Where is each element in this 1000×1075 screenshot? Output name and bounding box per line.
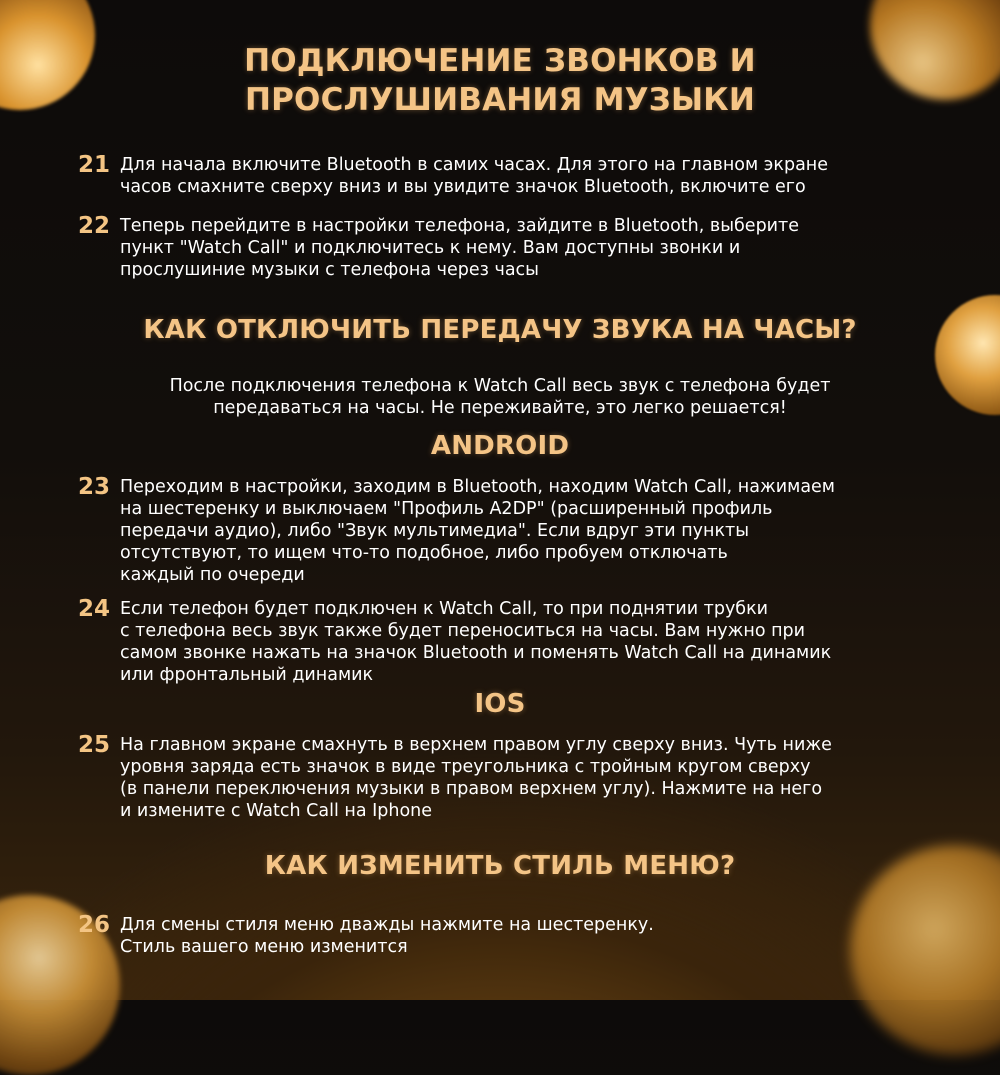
step-23-line-3: передачи аудио), либо "Звук мультимедиа". Если вдруг эти пункты: [120, 521, 750, 541]
main-title: [0, 42, 1000, 120]
step-22-line-2: пункт "Watch Call" и подключитесь к нему. Вам доступны звонки и: [120, 238, 741, 258]
step-24-line-1: Если телефон будет подключен к Watch Call, то при поднятии трубки: [120, 599, 769, 619]
step-26-line-1: Для смены стиля меню дважды нажмите на шестеренку.: [120, 915, 654, 935]
step-25-line-4: и измените с Watch Call на Iphone: [120, 801, 433, 821]
step-25-line-1: На главном экране смахнуть в верхнем правом углу сверху вниз. Чуть ниже: [120, 735, 832, 755]
intro-disable-line-1: После подключения телефона к Watch Call весь звук с телефона будет: [169, 376, 831, 396]
step-23-line-1: Переходим в настройки, заходим в Bluetooth, находим Watch Call, нажимаем: [120, 477, 836, 497]
main-title-line-2: ПРОСЛУШИВАНИЯ МУЗЫКИ: [244, 82, 755, 118]
step-24-line-4: или фронтальный динамик: [120, 665, 374, 685]
step-25-line-2: уровня заряда есть значок в виде треугольника с тройным кругом сверху: [120, 757, 811, 777]
heading-ios: IOS: [474, 689, 526, 719]
step-21-line-2: часов смахните сверху вниз и вы увидите значок Bluetooth, включите его: [120, 177, 806, 197]
step-21-line-1: Для начала включите Bluetooth в самих часах. Для этого на главном экране: [120, 155, 828, 175]
step-24-text: [120, 598, 950, 686]
step-22-line-3: прослушиние музыки с телефона через часы: [120, 260, 539, 280]
step-26-text: [120, 914, 950, 958]
step-22-text: [120, 215, 950, 281]
step-23-number: 23: [77, 474, 110, 500]
intro-disable-line-2: передаваться на часы. Не переживайте, это легко решается!: [213, 398, 787, 418]
intro-disable-text: [0, 375, 1000, 419]
step-23-line-5: каждый по очереди: [120, 565, 305, 585]
step-26-line-2: Стиль вашего меню изменится: [120, 937, 408, 957]
step-24-number: 24: [77, 596, 110, 622]
step-24-line-2: с телефона весь звук также будет переноситься на часы. Вам нужно при: [120, 621, 806, 641]
step-23-line-4: отсутствуют, то ищем что-то подобное, либо пробуем отключать: [120, 543, 728, 563]
step-21-number: 21: [77, 152, 110, 178]
heading-menu-style: КАК ИЗМЕНИТЬ СТИЛЬ МЕНЮ?: [264, 851, 736, 881]
step-25-number: 25: [77, 732, 110, 758]
step-24-line-3: самом звонке нажать на значок Bluetooth и поменять Watch Call на динамик: [120, 643, 832, 663]
step-21-text: [120, 154, 950, 198]
step-22-line-1: Теперь перейдите в настройки телефона, зайдите в Bluetooth, выберите: [120, 216, 800, 236]
main-title-line-1: ПОДКЛЮЧЕНИЕ ЗВОНКОВ И: [244, 43, 756, 79]
heading-android: ANDROID: [430, 431, 570, 461]
heading-disable-sound: КАК ОТКЛЮЧИТЬ ПЕРЕДАЧУ ЗВУКА НА ЧАСЫ?: [143, 315, 857, 345]
step-23-text: [120, 476, 950, 586]
step-23-line-2: на шестеренку и выключаем "Профиль A2DP" (расширенный профиль: [120, 499, 773, 519]
step-26-number: 26: [77, 912, 110, 938]
step-25-text: [120, 734, 950, 822]
step-22-number: 22: [77, 213, 110, 239]
step-25-line-3: (в панели переключения музыки в правом верхнем углу). Нажмите на него: [120, 779, 823, 799]
